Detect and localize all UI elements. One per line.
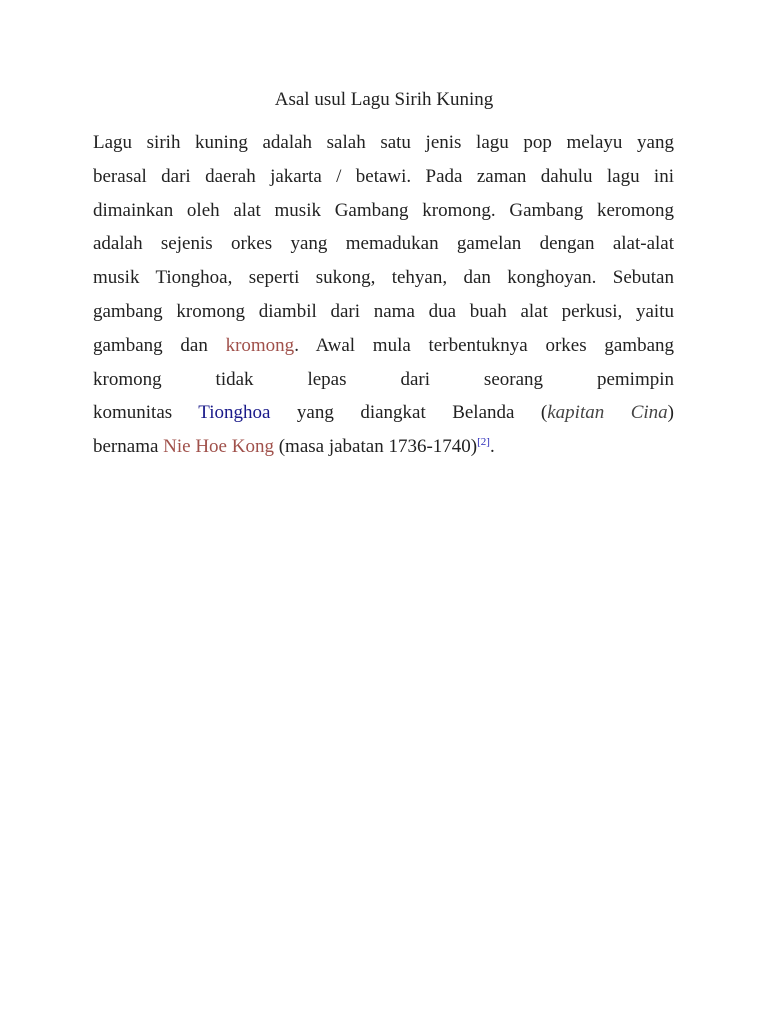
body-line-5: musik Tionghoa, seperti sukong, tehyan, dan konghoyan. Sebutan — [93, 267, 674, 289]
line-7-text-after: . Awal mula terbentuknya orkes gambang — [294, 334, 675, 356]
body-line-8: kromong tidak lepas dari seorang pemimpin — [93, 368, 674, 390]
line-9-text-after: yang diangkat Belanda ( — [296, 402, 548, 424]
document-body — [93, 126, 674, 464]
kromong-link[interactable]: kromong — [225, 334, 295, 356]
body-line-3: dimainkan oleh alat musik Gambang kromong. Gambang keromong — [93, 199, 674, 221]
line-9-close-paren: ) — [667, 402, 674, 424]
tionghoa-link[interactable]: Tionghoa — [198, 402, 271, 424]
line-9-text-before: komunitas — [93, 402, 173, 424]
body-line-6: gambang kromong diambil dari nama dua buah alat perkusi, yaitu — [93, 300, 674, 322]
body-line-10 — [93, 430, 674, 464]
nie-hoe-kong-link[interactable]: Nie Hoe Kong — [163, 436, 274, 458]
line-10-text-after: (masa jabatan 1736-1740) — [278, 436, 478, 458]
line-10-text-before: bernama — [93, 436, 159, 458]
reference-link[interactable]: [2] — [477, 436, 490, 449]
body-line-4: adalah sejenis orkes yang memadukan gamelan dengan alat-alat — [93, 233, 674, 255]
body-line-9 — [93, 396, 674, 430]
document-title: Asal usul Lagu Sirih Kuning — [274, 89, 494, 110]
line-7-text-before: gambang dan — [93, 334, 208, 356]
kapitan-cina-italic: kapitan Cina — [547, 402, 668, 424]
body-line-7 — [93, 329, 674, 363]
body-line-1: Lagu sirih kuning adalah salah satu jenis lagu pop melayu yang — [93, 132, 674, 153]
line-10-end: . — [489, 436, 495, 458]
body-line-2: berasal dari daerah jakarta / betawi. Pada zaman dahulu lagu ini — [93, 165, 674, 187]
